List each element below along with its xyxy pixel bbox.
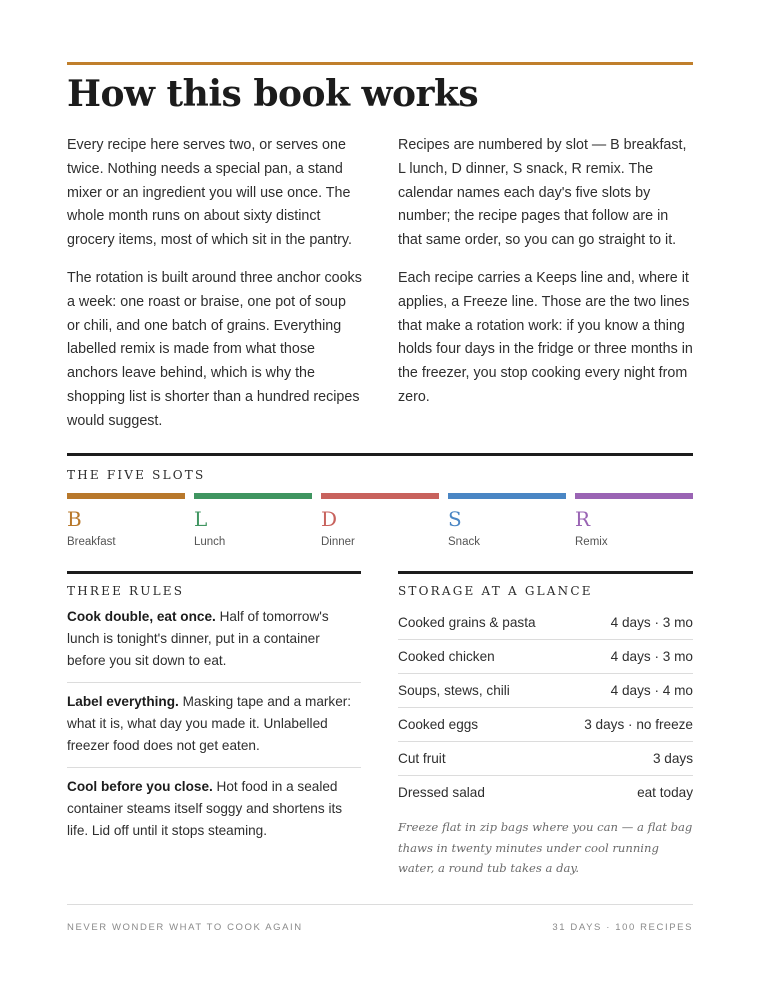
page-title: How this book works <box>67 73 479 115</box>
storage-keeps: 3 days · no freeze <box>584 717 693 732</box>
slot-breakfast <box>67 493 185 548</box>
storage-row <box>398 708 693 742</box>
storage-section <box>398 571 693 879</box>
footer-book-stats: 31 DAYS · 100 RECIPES <box>552 922 693 933</box>
storage-item: Cooked chicken <box>398 649 495 664</box>
rule-text: Hot food in a sealed container steams itself soggy and shortens its life. Lid off until it stops steaming. <box>67 779 343 838</box>
storage-item: Soups, stews, chili <box>398 683 510 698</box>
slot-color-bar <box>194 493 312 499</box>
rule-lead: Cool before you close. <box>67 779 213 794</box>
slot-remix <box>575 493 693 548</box>
five-slots-section <box>67 453 693 548</box>
slot-snack <box>448 493 566 548</box>
storage-keeps: 4 days · 3 mo <box>610 649 693 664</box>
rule-text: Half of tomorrow's lunch is tonight's dinner, put in a container before you sit down to eat. <box>67 609 329 668</box>
slot-color-bar <box>575 493 693 499</box>
slot-letter: S <box>448 507 462 531</box>
intro-paragraph: Every recipe here serves two, or serves one twice. Nothing needs a special pan, a stand mixer or an ingredient you will use once. The whole month runs on about sixty distinct grocery items, most of which sit in the pantry. <box>67 137 352 249</box>
rule-lead: Cook double, eat once. <box>67 609 216 624</box>
three-rules-section <box>67 571 361 852</box>
rule-text: Masking tape and a marker: what it is, what day you made it. Unlabelled freezer food does not get eaten. <box>67 694 352 753</box>
slot-letter: B <box>67 507 82 531</box>
slot-row <box>67 493 693 548</box>
slot-name: Lunch <box>194 536 226 548</box>
storage-keeps: 3 days <box>652 751 693 766</box>
storage-item: Cooked grains & pasta <box>398 615 536 630</box>
intro-paragraph: Recipes are numbered by slot — B breakfast, L lunch, D dinner, S snack, R remix. The calendar names each day's five slots by number; the recipe pages that follow are in that same order, so you can go straight to it. <box>398 137 687 249</box>
storage-row <box>398 640 693 674</box>
storage-keeps: eat today <box>637 785 693 800</box>
storage-item: Cooked eggs <box>398 717 479 732</box>
slot-color-bar <box>67 493 185 499</box>
slot-color-bar <box>448 493 566 499</box>
slot-name: Remix <box>575 536 608 548</box>
slot-name: Dinner <box>321 536 355 548</box>
rule-item <box>67 683 361 768</box>
storage-note: Freeze flat in zip bags where you can — a flat bag thaws in twenty minutes under cool running water, a round tub takes a day. <box>398 820 693 875</box>
slot-dinner <box>321 493 439 548</box>
slot-letter: L <box>194 507 208 531</box>
intro-right-column <box>398 134 693 448</box>
rule-lead: Label everything. <box>67 694 179 709</box>
three-rules-heading: THREE RULES <box>67 584 185 598</box>
slot-name: Breakfast <box>67 536 116 548</box>
footer-book-tagline: NEVER WONDER WHAT TO COOK AGAIN <box>67 922 303 933</box>
storage-table <box>398 606 693 809</box>
storage-row <box>398 776 693 809</box>
intro-paragraph: Each recipe carries a Keeps line and, where it applies, a Freeze line. Those are the two lines that make a rotation work: if you know a thing holds four days in the fridge or three months in the freezer, you stop cooking every night from zero. <box>398 269 693 405</box>
footer <box>67 922 693 933</box>
top-rule <box>67 62 693 65</box>
rule-item <box>67 768 361 852</box>
slot-lunch <box>194 493 312 548</box>
intro-paragraph: The rotation is built around three anchor cooks a week: one roast or braise, one pot of soup or chili, and one batch of grains. Everything labelled remix is made from what those anchors leave behind, which is why the shopping list is shorter than a hundred recipes would suggest. <box>67 269 362 429</box>
storage-row <box>398 674 693 708</box>
slot-name: Snack <box>448 536 480 548</box>
rule-item <box>67 598 361 683</box>
storage-row <box>398 742 693 776</box>
storage-keeps: 4 days · 3 mo <box>610 615 693 630</box>
intro-left-column <box>67 134 362 448</box>
storage-keeps: 4 days · 4 mo <box>610 683 693 698</box>
storage-heading: STORAGE AT A GLANCE <box>398 584 593 598</box>
slot-letter: R <box>575 507 591 531</box>
page <box>67 0 693 984</box>
intro-section <box>67 134 693 448</box>
slot-letter: D <box>321 507 338 531</box>
slot-color-bar <box>321 493 439 499</box>
storage-item: Cut fruit <box>398 751 446 766</box>
storage-row <box>398 606 693 640</box>
storage-item: Dressed salad <box>398 785 485 800</box>
five-slots-heading: THE FIVE SLOTS <box>67 468 206 482</box>
footer-rule <box>67 904 693 905</box>
